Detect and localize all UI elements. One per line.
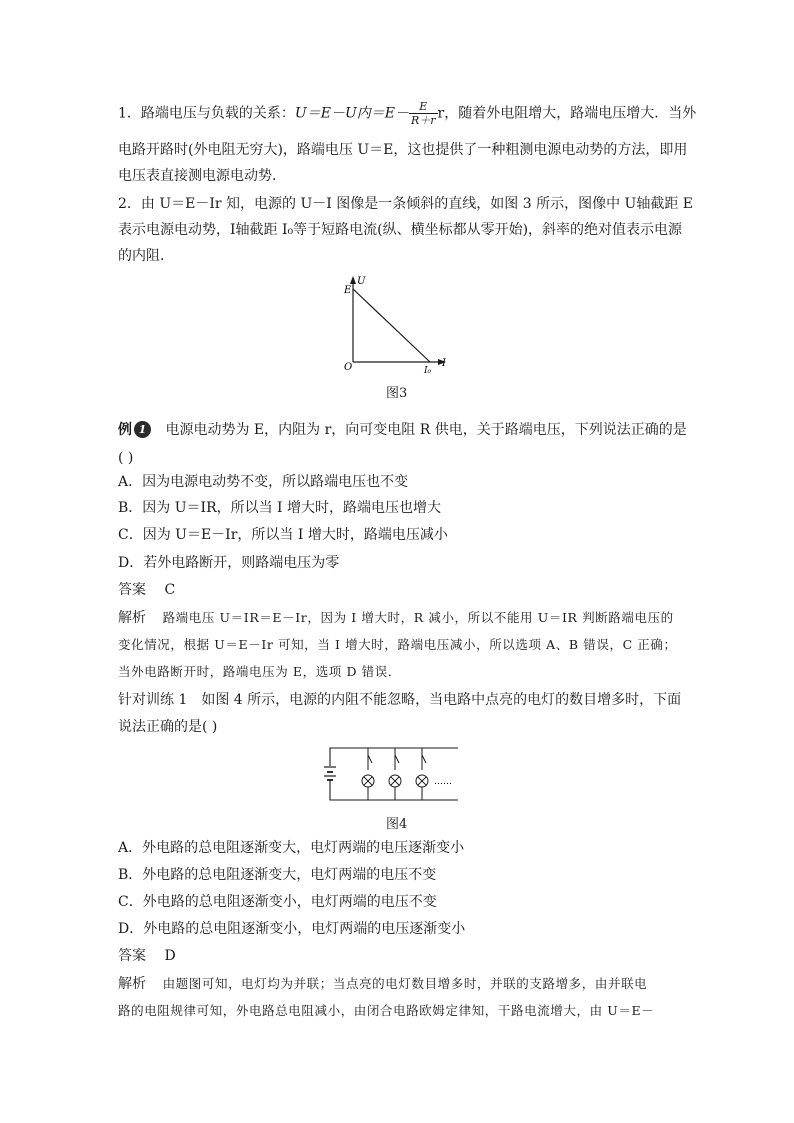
example-1-option-b: B．因为 U＝IR，所以当 I 增大时，路端电压也增大 <box>118 500 442 516</box>
figure-3-caption: 图3 <box>386 386 408 401</box>
answer-label: 答案 <box>118 582 146 598</box>
switch-icon <box>368 755 372 763</box>
paragraph-2-line-1: 2．由 U＝E－Ir 知，电源的 U－I 图像是一条倾斜的直线，如图 3 所示，图像中 U轴截距 E <box>118 196 694 212</box>
analysis-text: 路端电压 U＝IR＝E－Ir，因为 I 增大时，R 减小，所以不能用 U＝IR 判断路端电压的 <box>162 610 674 625</box>
label-o: O <box>344 362 353 373</box>
label-i0: I₀ <box>424 366 432 376</box>
fraction-numerator: E <box>409 100 438 114</box>
label-i: I <box>442 358 446 369</box>
example-number-badge: 1 <box>134 421 151 438</box>
figure-4-caption: 图4 <box>386 817 408 832</box>
answer-value: D <box>164 948 176 964</box>
example-1-analysis-line-1 <box>118 608 674 628</box>
figure-3-ui-graph <box>340 272 460 382</box>
ui-line <box>353 289 430 362</box>
switch-icon <box>395 755 399 763</box>
training-1-analysis-line-1 <box>118 974 647 994</box>
example-1-answer <box>118 580 175 600</box>
u-axis-arrow <box>350 276 356 284</box>
paragraph-1-line-2: 电路开路时(外电阻无穷大)，路端电压 U＝E，这也提供了一种粗测电源电动势的方法，即用 <box>118 142 688 158</box>
training-1-line-2: 说法正确的是( ) <box>118 719 218 735</box>
circuit-top-wire <box>330 748 458 766</box>
example-1-option-c: C．因为 U＝E－Ir，所以当 I 增大时，路端电压减小 <box>118 527 448 543</box>
lamp-branch-3 <box>416 748 428 800</box>
switch-icon <box>422 755 426 763</box>
paragraph-2-line-2: 表示电源电动势，I轴截距 I₀等于短路电流(纵、横坐标都从零开始)，斜率的绝对值表示电源 <box>118 222 683 238</box>
example-1-question <box>118 420 687 440</box>
example-1-analysis-line-2: 变化情况，根据 U＝E－Ir 可知，当 I 增大时，路端电压减小，所以选项 A、B 错误，C 正确； <box>118 637 677 652</box>
fraction-denominator: R＋r <box>410 114 436 127</box>
example-1-option-d: D．若外电路断开，则路端电压为零 <box>118 555 340 571</box>
analysis-label: 解析 <box>118 610 146 626</box>
training-1-analysis-line-2: 路的电阻规律可知，外电路总电阻减小，由闭合电路欧姆定律知，干路电流增大，由 U＝E－ <box>118 1003 655 1018</box>
example-1-analysis-line-3: 当外电路断开时，路端电压为 E，选项 D 错误． <box>118 664 401 679</box>
answer-label: 答案 <box>118 948 146 964</box>
lamp-branch-1 <box>362 748 374 800</box>
question-text: 电源电动势为 E，内阻为 r，向可变电阻 R 供电，关于路端电压，下列说法正确的是 <box>165 422 687 438</box>
training-1-option-c: C．外电路的总电阻逐渐变小，电灯两端的电压不变 <box>118 894 437 910</box>
lamp-branch-2 <box>389 748 401 800</box>
answer-value: C <box>164 582 176 598</box>
training-1-answer <box>118 946 176 966</box>
analysis-text: 由题图可知，电灯均为并联；当点亮的电灯数目增多时，并联的支路增多，由并联电 <box>162 976 648 991</box>
label-u: U <box>357 276 366 287</box>
paragraph-1-line-1 <box>118 100 696 127</box>
more-lamps-dots: …… <box>434 777 452 787</box>
paragraph-2-line-3: 的内阻． <box>118 248 174 264</box>
example-1-blank: ( ) <box>118 450 134 466</box>
text: 1．路端电压与负载的关系： <box>118 105 295 122</box>
training-1-option-b: B．外电路的总电阻逐渐变大，电灯两端的电压不变 <box>118 867 437 883</box>
label-e: E <box>344 285 352 296</box>
paragraph-1-line-3: 电压表直接测电源电动势． <box>118 168 286 184</box>
example-1-option-a: A．因为电源电动势不变，所以路端电压也不变 <box>118 474 409 490</box>
training-1-option-d: D．外电路的总电阻逐渐变小，电灯两端的电压逐渐变小 <box>118 921 466 937</box>
analysis-label: 解析 <box>118 976 146 992</box>
training-1-line-1: 针对训练 1 如图 4 所示，电源的内阻不能忽略，当电路中点亮的电灯的数目增多时，下面 <box>118 692 682 708</box>
example-label: 例 <box>118 422 132 438</box>
training-1-option-a: A．外电路的总电阻逐渐变大，电灯两端的电压逐渐变小 <box>118 840 465 856</box>
text: r，随着外电阻增大，路端电压增大．当外 <box>437 105 697 122</box>
figure-4-circuit <box>318 742 463 808</box>
equation: U＝E－U内＝E－ <box>294 105 409 122</box>
fraction <box>409 100 438 127</box>
